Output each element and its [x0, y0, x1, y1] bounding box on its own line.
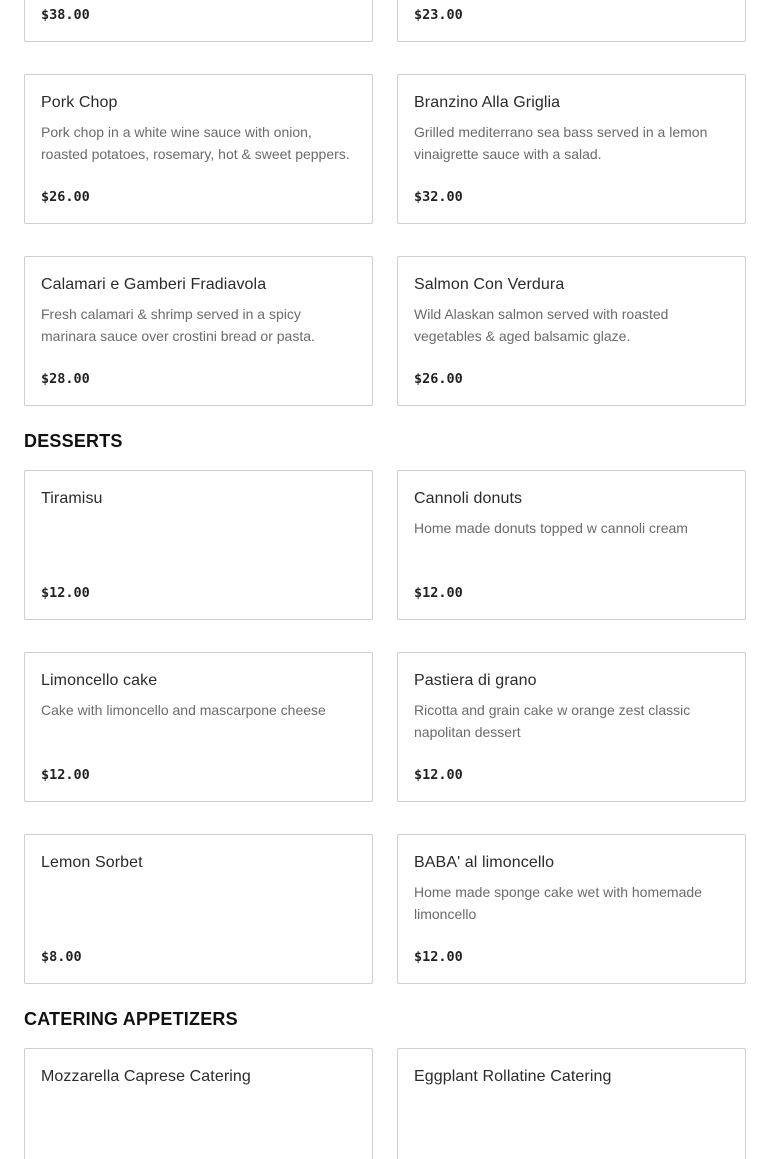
menu-item-price: $38.00 — [41, 7, 90, 23]
menu-item-name: Pastiera di grano — [414, 672, 537, 689]
menu-item-price: $26.00 — [414, 371, 463, 387]
menu-item-card[interactable] — [397, 256, 746, 406]
menu-item-name: Calamari e Gamberi Fradiavola — [41, 276, 267, 293]
menu-item-card[interactable] — [24, 652, 373, 802]
menu-item-price: $12.00 — [414, 585, 463, 601]
menu-item-name: Limoncello cake — [41, 672, 158, 689]
menu-item-name: Pork Chop — [41, 94, 118, 111]
menu-item-price: $12.00 — [414, 767, 463, 783]
menu-item-description: Home made donuts topped w cannoli cream — [414, 520, 688, 536]
menu-item-card[interactable] — [397, 834, 746, 984]
menu-item-name: Salmon Con Verdura — [414, 276, 565, 293]
menu-item-description: Cake with limoncello and mascarpone cheese — [41, 702, 326, 718]
menu-item-card[interactable] — [24, 0, 373, 42]
section-heading-catering-appetizers: CATERING APPETIZERS — [24, 1009, 238, 1029]
menu-item-price: $26.00 — [41, 189, 90, 205]
menu-item-card[interactable] — [24, 256, 373, 406]
menu-item-card[interactable] — [24, 470, 373, 620]
menu-item-description: Fresh calamari & shrimp served in a spicy marinara sauce over crostini bread or pasta. — [41, 306, 315, 344]
menu-item-card[interactable] — [397, 0, 746, 42]
menu-item-card[interactable] — [24, 74, 373, 224]
menu-item-name: Lemon Sorbet — [41, 854, 143, 871]
section-heading-desserts: DESSERTS — [24, 431, 123, 451]
menu-item-description: Grilled mediterrano sea bass served in a lemon vinaigrette sauce with a salad. — [414, 124, 708, 162]
menu-item-price: $8.00 — [41, 949, 82, 965]
menu-item-card[interactable] — [397, 470, 746, 620]
menu-item-description: Pork chop in a white wine sauce with onion, roasted potatoes, rosemary, hot & sweet peppers. — [41, 124, 350, 162]
menu-item-name: Mozzarella Caprese Catering — [41, 1068, 251, 1085]
menu-item-card[interactable] — [397, 74, 746, 224]
menu-item-card[interactable] — [397, 1048, 746, 1159]
menu-item-card[interactable] — [24, 834, 373, 984]
menu-item-name: Tiramisu — [41, 490, 103, 507]
menu-item-name: Eggplant Rollatine Catering — [414, 1068, 612, 1085]
menu-item-price: $28.00 — [41, 371, 90, 387]
menu-item-price: $12.00 — [41, 767, 90, 783]
menu-item-card[interactable] — [24, 1048, 373, 1159]
menu-item-price: $12.00 — [41, 585, 90, 601]
menu-item-name: Cannoli donuts — [414, 490, 523, 507]
menu-item-name: Branzino Alla Griglia — [414, 94, 561, 111]
menu-item-description: Home made sponge cake wet with homemade limoncello — [414, 884, 702, 922]
menu-item-description: Ricotta and grain cake w orange zest classic napolitan dessert — [414, 702, 691, 740]
menu-item-card[interactable] — [397, 652, 746, 802]
menu-item-price: $12.00 — [414, 949, 463, 965]
menu-item-price: $23.00 — [414, 7, 463, 23]
menu-item-price: $32.00 — [414, 189, 463, 205]
menu-item-name: BABA' al limoncello — [414, 854, 555, 871]
menu-item-description: Wild Alaskan salmon served with roasted vegetables & aged balsamic glaze. — [414, 306, 669, 344]
